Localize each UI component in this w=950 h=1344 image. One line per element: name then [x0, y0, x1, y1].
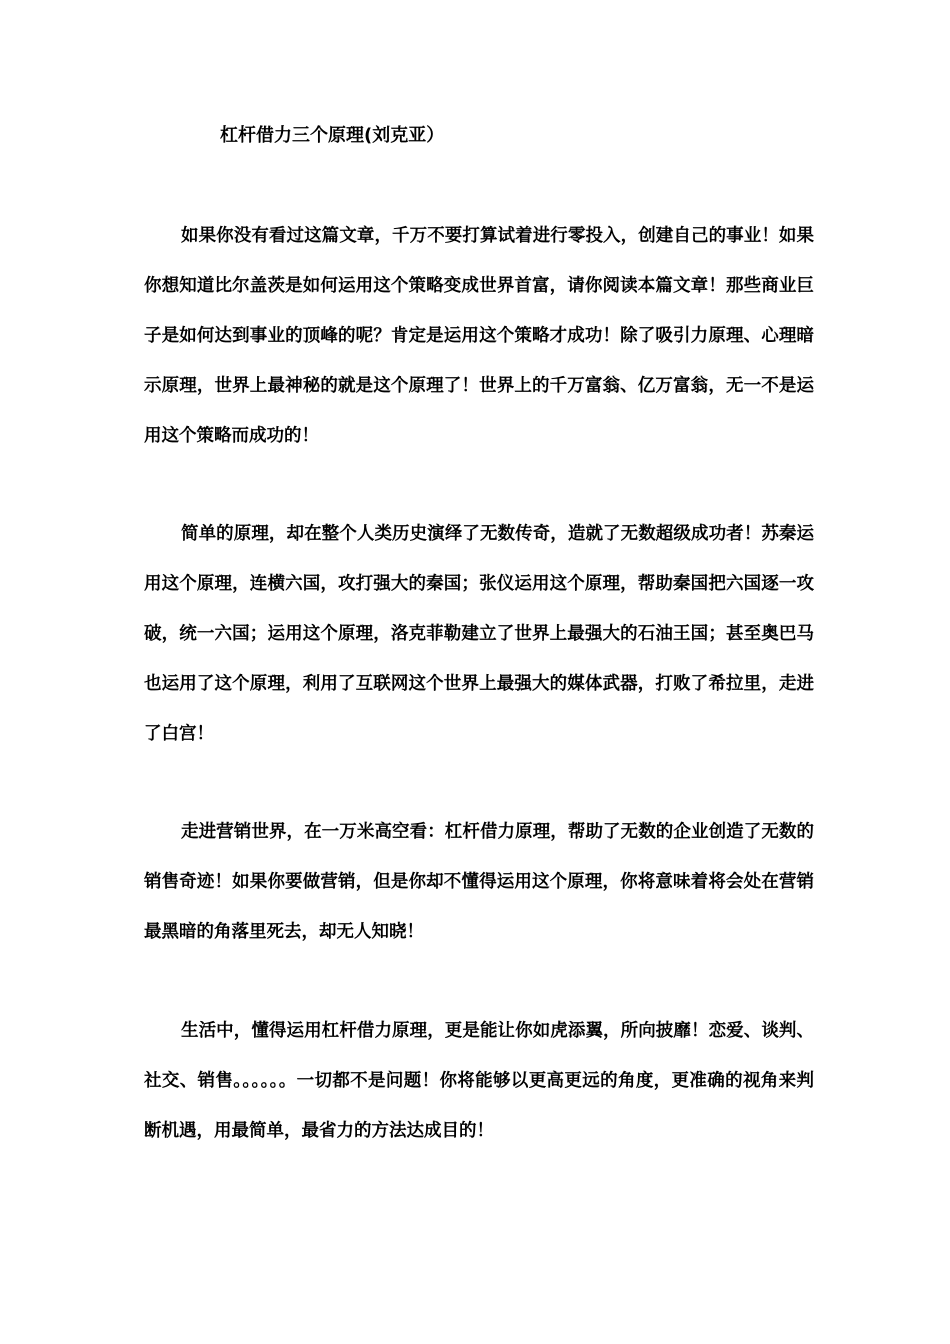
- paragraph-history: 简单的原理，却在整个人类历史演绎了无数传奇，造就了无数超级成功者！苏秦运用这个原理，连横六国，攻打强大的秦国；张仪运用这个原理，帮助秦国把六国逐一攻破，统一六国；运用这个原理，洛克菲勒建立了世界上最强大的石油王国；甚至奥巴马也运用了这个原理，利用了互联网这个世界上最强大的媒体武器，打败了希拉里，走进了白宫！: [144, 524, 814, 744]
- paragraph-life: 生活中，懂得运用杠杆借力原理，更是能让你如虎添翼，所向披靡！恋爱、谈判、社交、销售。。。。。。一切都不是问题！你将能够以更高更远的角度，更准确的视角来判断机遇，用最简单，最省力的方法达成目的！: [144, 1021, 814, 1141]
- document-title: 杠杆借力三个原理(刘克亚）: [220, 125, 445, 146]
- paragraph-marketing: 走进营销世界，在一万米高空看：杠杆借力原理，帮助了无数的企业创造了无数的销售奇迹！如果你要做营销，但是你却不懂得运用这个原理，你将意味着将会处在营销最黑暗的角落里死去，却无人知晓！: [144, 822, 814, 942]
- paragraph-intro: 如果你没有看过这篇文章，千万不要打算试着进行零投入，创建自己的事业！如果你想知道比尔盖茨是如何运用这个策略变成世界首富，请你阅读本篇文章！那些商业巨子是如何达到事业的顶峰的呢？肯定是运用这个策略才成功！除了吸引力原理、心理暗示原理，世界上最神秘的就是这个原理了！世界上的千万富翁、亿万富翁，无一不是运用这个策略而成功的！: [144, 226, 814, 446]
